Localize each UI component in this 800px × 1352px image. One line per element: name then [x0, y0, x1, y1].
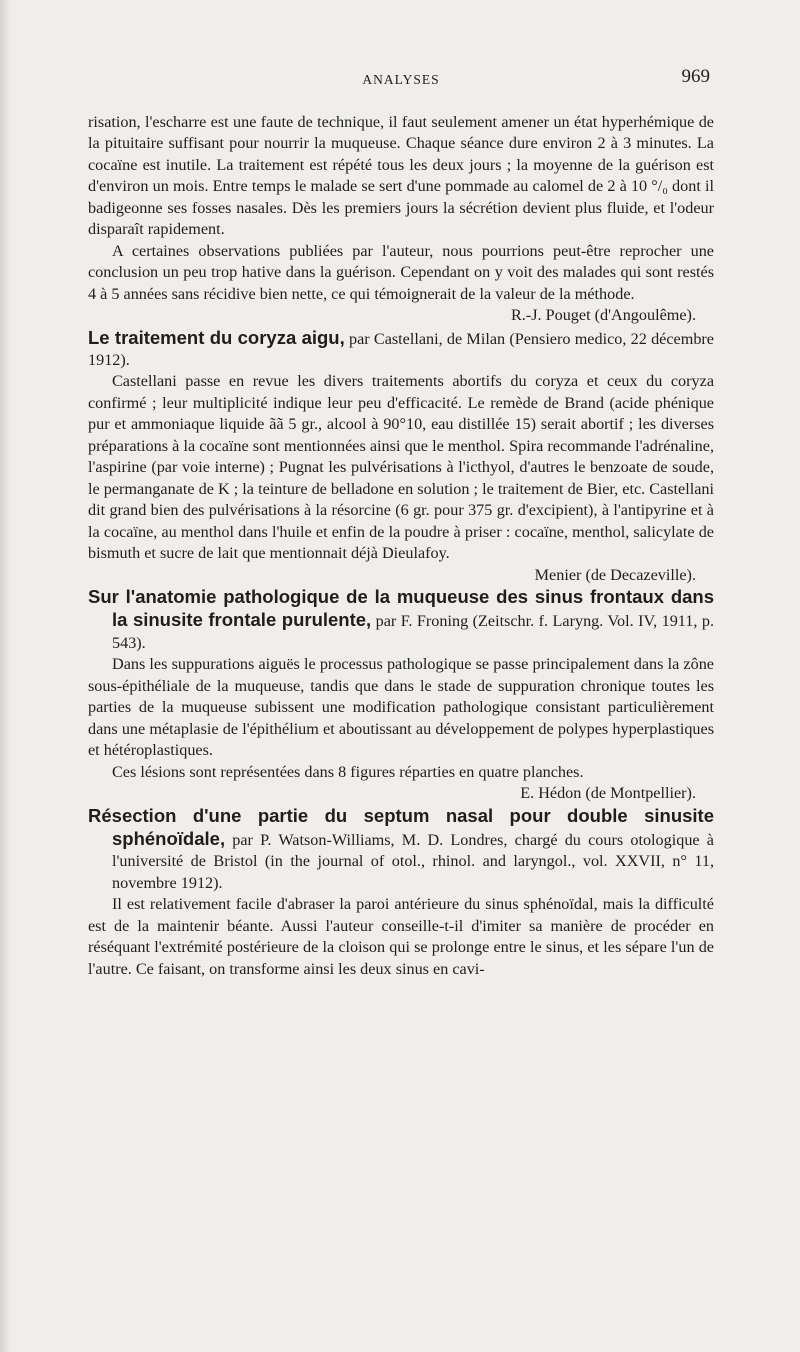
page-body	[88, 112, 714, 980]
page-edge-shadow	[0, 0, 10, 1352]
article-body-sinus-frontaux: Dans les suppurations aiguës le processus pathologique se passe principalement dans la zône sous-épithéliale de la muqueuse, tandis que dans le stade de suppuration chronique toutes les parties de la muqueuse subissent une modification pathologique consistant particulièrement dans une métaplasie de l'épithélium et aboutissant au développement de polypes hyperplastiques et hétéroplastiques.	[88, 655, 714, 760]
article-heading-sinus-frontaux	[88, 586, 714, 654]
article-body-planches: Ces lésions sont représentées dans 8 figures réparties en quatre planches.	[112, 762, 584, 781]
paragraph-commentary: A certaines observations publiées par l'auteur, nous pourrions peut-être reprocher une conclusion un peu trop hative dans la guérison. Cependant on y voit des malades qui sont restés 4 à 5 années sans récidive bien nette, ce qui témoignerait de la valeur de la méthode.	[88, 241, 714, 303]
article-body-coryza: Castellani passe en revue les divers traitements abortifs du coryza et ceux du coryza confirmé ; leur multiplicité indique leur peu d'efficacité. Le remède de Brand (acide phénique pur et ammoniaque liquide ãã 5 gr., alcool à 90°10, eau distillée 15) serait abortif ; les diverses préparations à la cocaïne sont mentionnées ainsi que le menthol. Spira recommande l'adrénaline, l'aspirine (par voie interne) ; Pugnat les pulvérisations à l'icthyol, d'autres le benzoate de soude, le permanganate de K ; la teinture de belladone en solution ; le traitement de Bier, etc. Castellani dit grand bien des pulvérisations à la résorcine (6 gr. pour 375 gr. d'excipient), à l'antipyrine et à la cocaïne, au menthol dans l'huile et enfin de la poudre à priser : cocaïne, menthol, salicylate de bismuth et sucre de lait que mentionnait déjà Dieulafoy.	[88, 372, 714, 563]
paragraph-continuation: risation, l'escharre est une faute de technique, il faut seulement amener un état hyperhémique de la pituitaire suffisant pour nourrir la muqueuse. Chaque séance dure environ 2 à 3 minutes. La cocaïne est inutile. La traitement est répété tous les deux jours ; la moyenne de la guérison est d'environ un mois. Entre temps le malade se sert d'une pommade au calomel de 2 à 10 °/₀ dont il badigeonne ses fosses nasales. Dès les premiers jours la sécrétion devient plus fluide, et l'odeur disparaît rapidement.	[88, 113, 714, 239]
article-title: Sur l'anatomie pathologique de la muqueuse des sinus frontaux dans la sinusite frontale purulente,	[88, 585, 714, 631]
article-byline: par F. Froning (Zeitschr. f. Laryng. Vol. IV, 1911, p. 543).	[112, 612, 714, 652]
running-title: ANALYSES	[362, 72, 440, 87]
article-heading-coryza	[88, 327, 714, 372]
article-body-septum: Il est relativement facile d'abraser la paroi antérieure du sinus sphénoïdal, mais la difficulté est de la maintenir béante. Aussi l'auteur conseille-t-il d'imiter sa manière de procéder en réséquant l'extrémité postérieure de la cloison qui se prolonge entre le sinus, et les sépare l'un de l'autre. Ce faisant, on transforme ainsi les deux sinus en cavi-	[88, 895, 714, 978]
page-number: 969	[681, 66, 710, 87]
signature-hedon: E. Hédon (de Montpellier).	[520, 784, 696, 803]
page-header	[88, 66, 714, 90]
article-byline: par P. Watson-Williams, M. D. Londres, chargé du cours otologique à l'université de Bristol (in the journal of otol., rhinol. and laryngol., vol. XXVII, n° 11, novembre 1912).	[112, 830, 714, 892]
article-heading-septum	[88, 805, 714, 895]
article-title: Le traitement du coryza aigu,	[88, 326, 345, 348]
article-title: Résection d'une partie du septum nasal pour double sinusite sphénoïdale,	[88, 804, 714, 849]
signature-menier: Menier (de Decazeville).	[534, 565, 696, 584]
article-byline: par Castellani, de Milan (Pensiero medico, 22 décembre 1912).	[88, 329, 714, 369]
signature-pouget: R.-J. Pouget (d'Angoulême).	[510, 306, 696, 325]
